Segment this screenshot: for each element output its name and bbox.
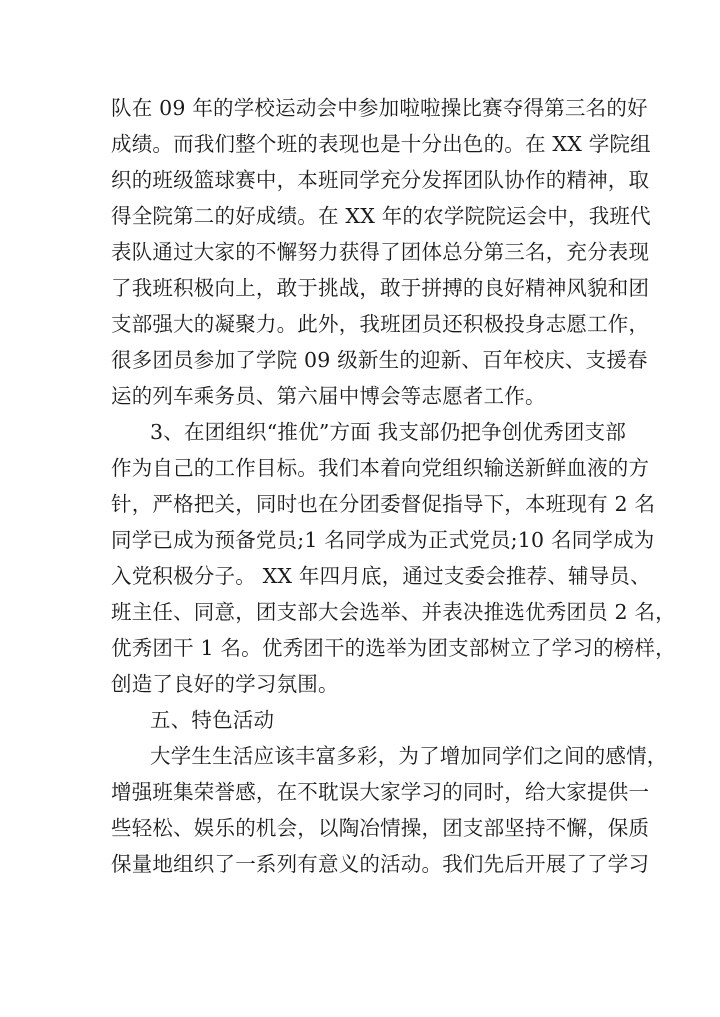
paragraph-line: 增强班集荣誉感，在不耽误大家学习的同时，给大家提供一 <box>111 780 650 804</box>
paragraph-line: 织的班级篮球赛中，本班同学充分发挥团队协作的精神，取 <box>111 168 650 192</box>
paragraph-line: 表队通过大家的不懈努力获得了团体总分第三名，充分表现 <box>111 240 650 264</box>
paragraph-line: 优秀团干 1 名。优秀团干的选举为团支部树立了学习的榜样， <box>111 636 676 660</box>
paragraph-line: 成绩。而我们整个班的表现也是十分出色的。在 XX 学院组 <box>111 132 651 156</box>
paragraph-line: 支部强大的凝聚力。此外，我班团员还积极投身志愿工作， <box>111 312 650 336</box>
paragraph-line: 运的列车乘务员、第六届中博会等志愿者工作。 <box>111 384 546 408</box>
paragraph-line: 得全院第二的好成绩。在 XX 年的农学院院运会中，我班代 <box>111 204 651 228</box>
paragraph-line: 入党积极分子。 XX 年四月底，通过支委会推荐、辅导员、 <box>111 564 651 588</box>
paragraph-line: 大学生生活应该丰富多彩，为了增加同学们之间的感情， <box>150 744 668 768</box>
paragraph-line: 保量地组织了一系列有意义的活动。我们先后开展了了学习 <box>111 852 650 876</box>
paragraph-line: 队在 09 年的学校运动会中参加啦啦操比赛夺得第三名的好 <box>111 96 648 120</box>
paragraph-line: 针，严格把关，同时也在分团委督促指导下，本班现有 2 名 <box>111 492 656 516</box>
paragraph-line: 3、在团组织“推优”方面 我支部仍把争创优秀团支部 <box>150 420 627 444</box>
paragraph-line: 很多团员参加了学院 09 级新生的迎新、百年校庆、支援春 <box>111 348 648 372</box>
paragraph-line: 些轻松、娱乐的机会，以陶冶情操，团支部坚持不懈，保质 <box>111 816 650 840</box>
paragraph-line: 创造了良好的学习氛围。 <box>111 672 339 696</box>
paragraph-line: 作为自己的工作目标。我们本着向党组织输送新鲜血液的方 <box>111 456 650 480</box>
paragraph-line: 班主任、同意，团支部大会选举、并表决推选优秀团员 2 名， <box>111 600 676 624</box>
section-heading: 五、特色活动 <box>150 708 275 732</box>
paragraph-line: 了我班积极向上，敢于挑战，敢于拼搏的良好精神风貌和团 <box>111 276 650 300</box>
paragraph-line: 同学已成为预备党员;1 名同学成为正式党员;10 名同学成为 <box>111 528 655 552</box>
